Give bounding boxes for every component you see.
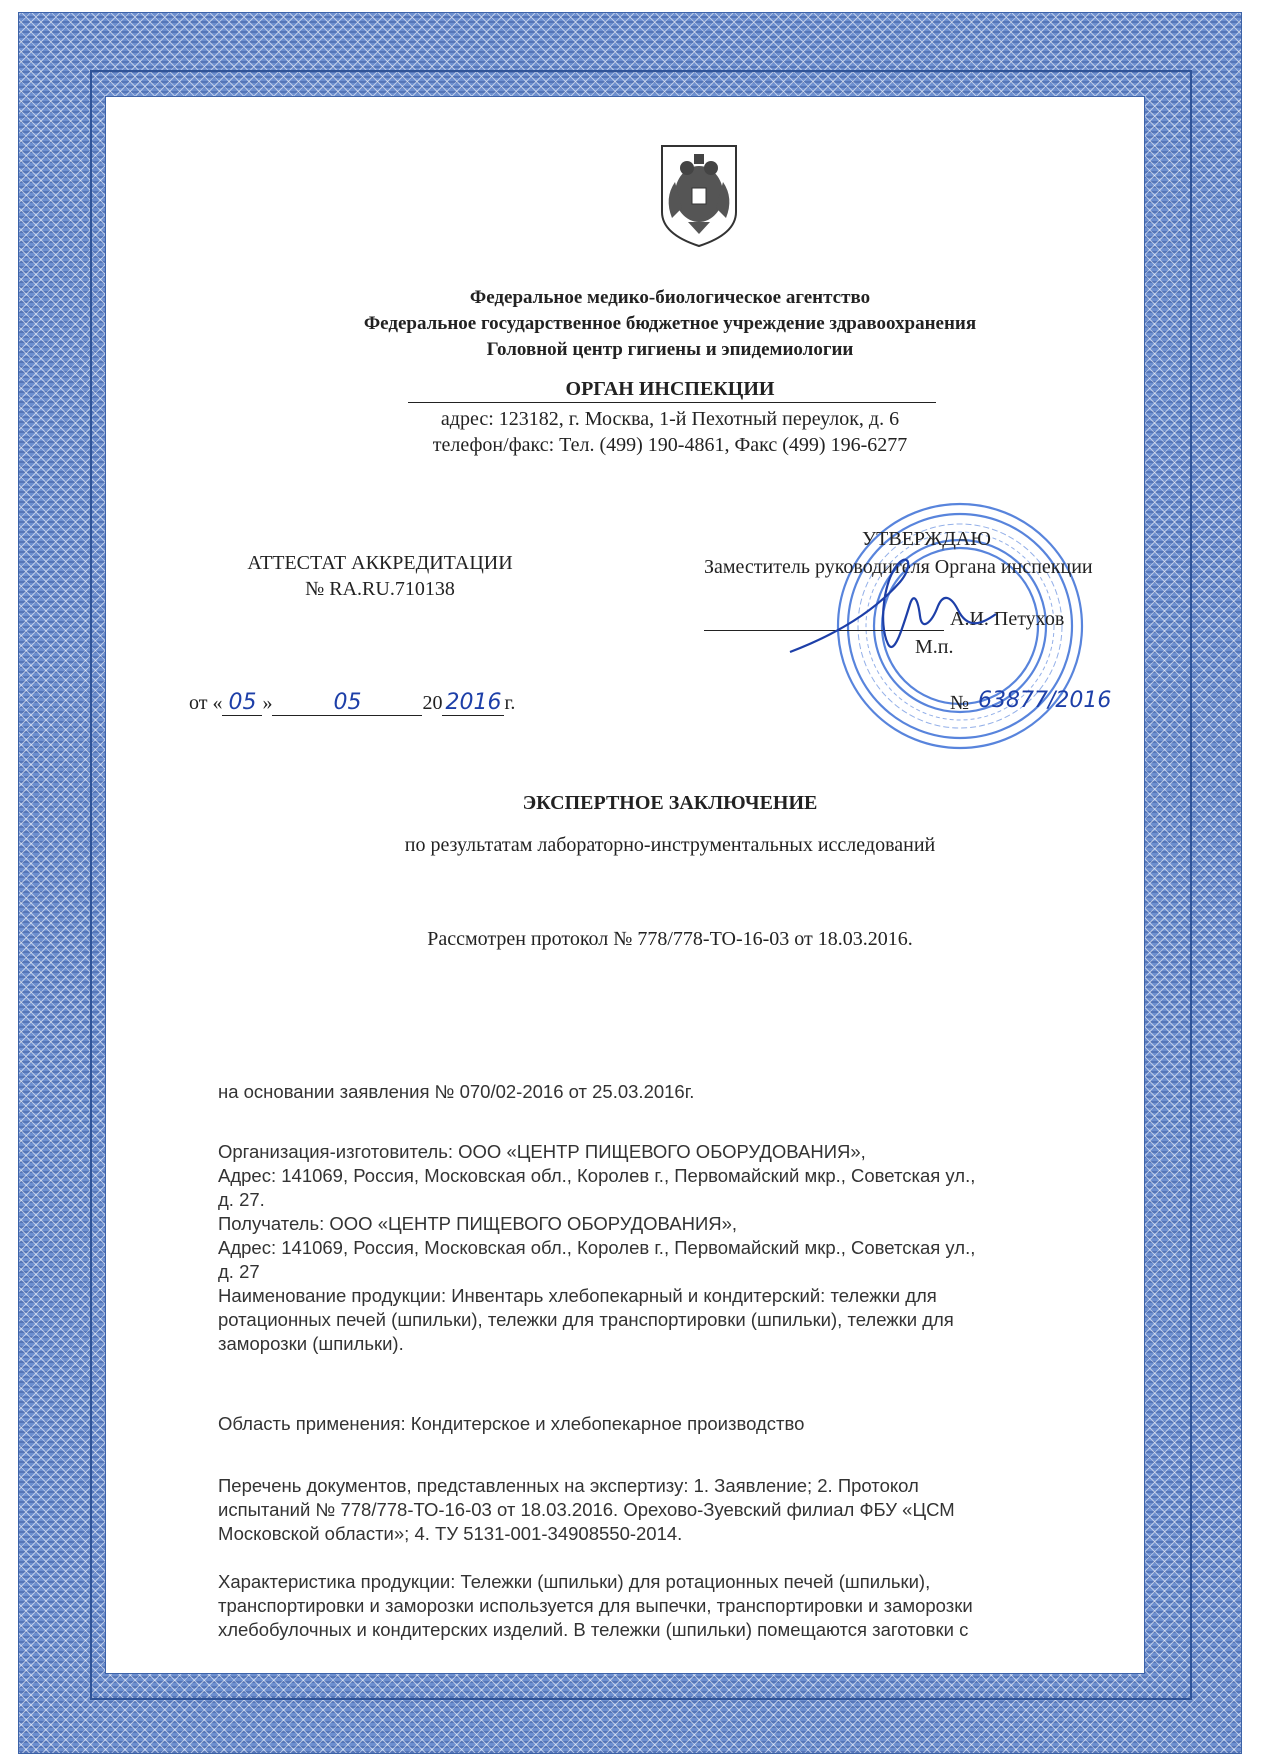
approval-number-prefix: № <box>950 692 970 714</box>
body-title-underline <box>408 402 936 403</box>
date-year: 2016 <box>442 690 504 716</box>
characteristics-block: Характеристика продукции: Тележки (шпильки) для ротационных печей (шпильки), транспортировки и заморозки используется для выпечки, транспортировки и заморозки хлебобулочных и кондитерских изделий. В тележки (шпильки) помещаются заготовки с <box>218 1571 973 1640</box>
agency-name: Федеральное медико-биологическое агентство <box>469 287 871 308</box>
accreditation-title: АТТЕСТАТ АККРЕДИТАЦИИ <box>247 552 513 574</box>
approval-title: УТВЕРЖДАЮ <box>862 528 991 550</box>
date-month: 05 <box>272 690 422 716</box>
signature-icon <box>782 540 1002 670</box>
russian-eagle-emblem-icon <box>658 142 740 250</box>
phone: телефон/факс: Тел. (499) 190-4861, Факс (499) 196-6277 <box>432 434 908 456</box>
scope-line: Область применения: Кондитерское и хлебопекарное производство <box>218 1413 805 1434</box>
approval-role: Заместитель руководителя Органа инспекции <box>704 556 1093 578</box>
date-day: 05 <box>222 690 262 716</box>
parties-block: Организация-изготовитель: ООО «ЦЕНТР ПИЩЕВОГО ОБОРУДОВАНИЯ», Адрес: 141069, Россия, Московская обл., Королев г., Первомайский мкр., Советская ул., д. 27. Получатель: ООО «ЦЕНТР ПИЩЕВОГО ОБОРУДОВАНИЯ», Адрес: 141069, Россия, Московская обл., Королев г., Первомайский мкр., Советская ул., д. 27 Наименование продукции: Инвентарь хлебопекарный и кондитерский: тележки для ротационных печей (шпильки), тележки для транспортировки (шпильки), тележки для заморозки (шпильки). <box>218 1140 1098 1356</box>
document-title: ЭКСПЕРТНОЕ ЗАКЛЮЧЕНИЕ <box>522 792 818 814</box>
accreditation-number: № RA.RU.710138 <box>305 578 455 600</box>
protocol-reference: Рассмотрен протокол № 778/778-ТО-16-03 от 18.03.2016. <box>427 928 913 950</box>
approval-number: 63877/2016 <box>978 688 1112 713</box>
institution-name: Федеральное государственное бюджетное учреждение здравоохранения <box>363 313 977 334</box>
product-name: Наименование продукции: Инвентарь хлебопекарный и кондитерский: тележки для <box>218 1285 937 1306</box>
approver-name: А.И. Петухов <box>950 608 1065 630</box>
document-subtitle: по результатам лабораторно-инструментальных исследований <box>404 834 936 856</box>
issue-date: от « 05 » 05 20 2016 г. <box>189 690 516 715</box>
seal-place: М.п. <box>915 636 954 658</box>
center-name: Головной центр гигиены и эпидемиологии <box>486 339 854 360</box>
basis-line: на основании заявления № 070/02-2016 от 25.03.2016г. <box>218 1081 695 1102</box>
documents-block: Перечень документов, представленных на экспертизу: 1. Заявление; 2. Протокол испытаний № 778/778-ТО-16-03 от 18.03.2016. Орехово-Зуевский филиал ФБУ «ЦСМ Московской области»; 4. ТУ 5131-001-34908550-2014. <box>218 1475 955 1544</box>
recipient-address: Адрес: 141069, Россия, Московская обл., Королев г., Первомайский мкр., Советская ул., <box>218 1237 976 1258</box>
address: адрес: 123182, г. Москва, 1-й Пехотный переулок, д. 6 <box>440 408 900 430</box>
body-title: ОРГАН ИНСПЕКЦИИ <box>565 378 775 400</box>
manufacturer: Организация-изготовитель: ООО «ЦЕНТР ПИЩЕВОГО ОБОРУДОВАНИЯ», <box>218 1141 866 1162</box>
recipient: Получатель: ООО «ЦЕНТР ПИЩЕВОГО ОБОРУДОВАНИЯ», <box>218 1213 738 1234</box>
manufacturer-address: Адрес: 141069, Россия, Московская обл., Королев г., Первомайский мкр., Советская ул., <box>218 1165 976 1186</box>
